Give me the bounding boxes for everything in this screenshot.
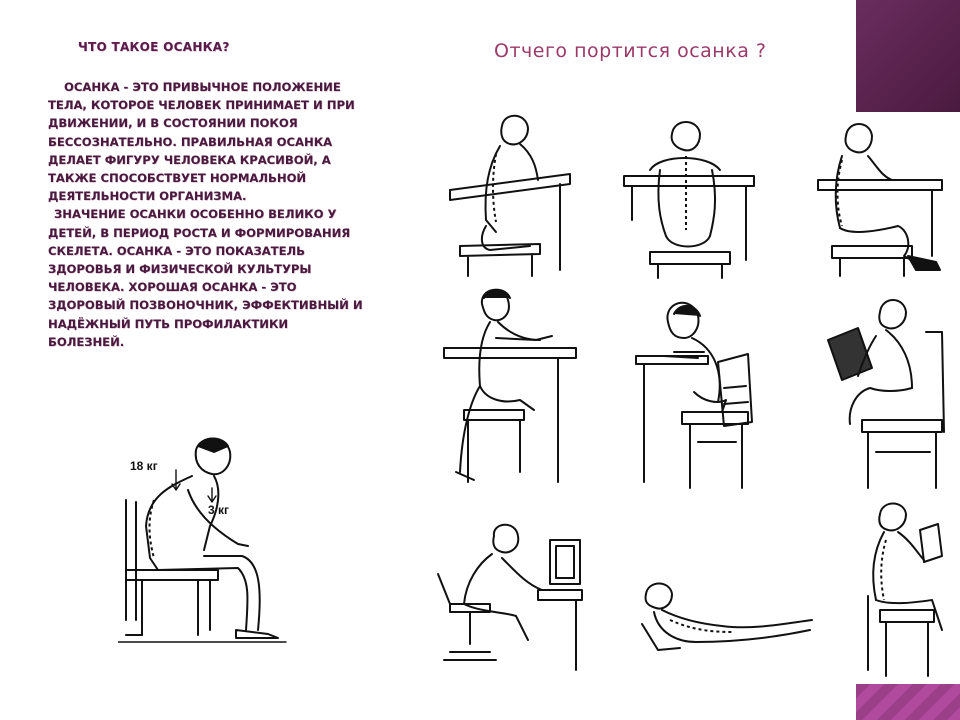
corner-decoration-bottom [856, 684, 960, 720]
load-label-3kg: 3 кг [208, 503, 230, 517]
left-heading: ЧТО ТАКОЕ ОСАНКА? [78, 40, 230, 54]
posture-figure-4 [440, 282, 580, 492]
posture-figure-3 [812, 116, 952, 286]
posture-figure-1 [440, 110, 580, 280]
load-label-18kg: 18 кг [130, 459, 158, 473]
posture-figure-2 [620, 110, 760, 280]
posture-figure-9 [858, 500, 958, 680]
corner-decoration-top [856, 0, 960, 112]
posture-figure-7 [430, 520, 590, 680]
posture-figure-5 [634, 292, 758, 492]
paragraph-1: ОСАНКА - ЭТО ПРИВЫЧНОЕ ПОЛОЖЕНИЕ ТЕЛА, КОТОРОЕ ЧЕЛОВЕК ПРИНИМАЕТ И ПРИ ДВИЖЕНИИ, И В СОСТОЯНИИ ПОКОЯ БЕССОЗНАТЕЛЬНО. ПРАВИЛЬНАЯ ОСАНКА ДЕЛАЕТ ФИГУРУ ЧЕЛОВЕКА КРАСИВОЙ, А ТАКЖЕ СПОСОБСТВУЕТ НОРМАЛЬНОЙ ДЕЯТЕЛЬНОСТИ ОРГАНИЗМА. [48, 80, 355, 204]
posture-figure-8 [632, 580, 822, 670]
slide-title: Отчего портится осанка ? [494, 40, 767, 62]
posture-figure-6 [822, 292, 952, 492]
paragraph-2: ЗНАЧЕНИЕ ОСАНКИ ОСОБЕННО ВЕЛИКО У ДЕТЕЙ, В ПЕРИОД РОСТА И ФОРМИРОВАНИЯ СКЕЛЕТА. ОСАНКА - ЭТО ПОКАЗАТЕЛЬ ЗДОРОВЬЯ И ФИЗИЧЕСКОЙ КУЛЬТУРЫ ЧЕЛОВЕКА. ХОРОШАЯ ОСАНКА - ЭТО ЗДОРОВЫЙ ПОЗВОНОЧНИК, ЭФФЕКТИВНЫЙ И НАДЁЖНЫЙ ПУТЬ ПРОФИЛАКТИКИ БОЛЕЗНЕЙ. [48, 207, 363, 349]
seated-posture-illustration [118, 430, 293, 650]
definition-text [48, 78, 368, 351]
